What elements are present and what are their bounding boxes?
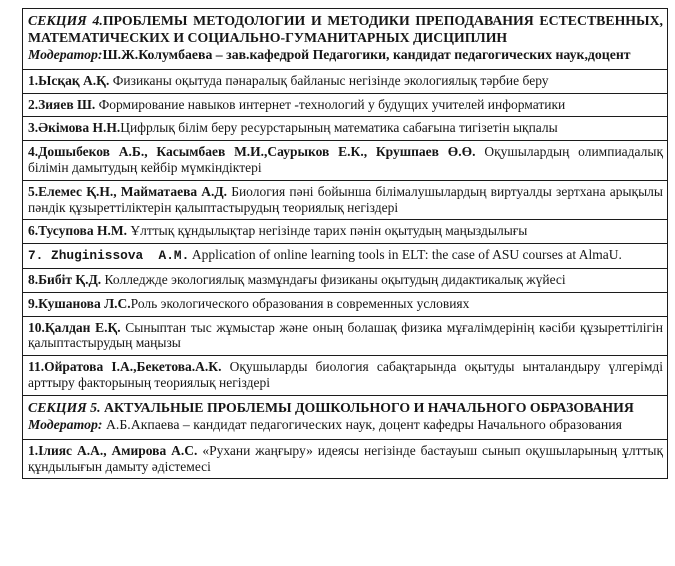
- moderator-label: Модератор:: [28, 46, 103, 62]
- entry-cell-4: [23, 141, 668, 181]
- entry-cell-11: [23, 356, 668, 396]
- table-row: [23, 356, 668, 396]
- table-row: [23, 439, 668, 479]
- entry-cell-7: [23, 244, 668, 269]
- entry-authors: 10.Қалдан Е.Қ.: [28, 319, 121, 335]
- moderator-name: А.Б.Акпаева – кандидат педагогических наук, доцент кафедры Начального образования: [102, 416, 622, 432]
- entry-cell-1: [23, 69, 668, 93]
- section-4-header-cell: [23, 9, 668, 70]
- moderator-name: Ш.Ж.Колумбаева – зав.кафедрой Педагогики, кандидат педагогических наук,доцент: [102, 46, 631, 62]
- entry-title: «Рухани жаңғыру» идеясы негізінде бастауыш сынып оқушыларының ұлттық құндылығын дамыту әдістемесі: [28, 442, 663, 474]
- section-5-title-text: АКТУАЛЬНЫЕ ПРОБЛЕМЫ ДОШКОЛЬНОГО И НАЧАЛЬНОГО ОБРАЗОВАНИЯ: [100, 399, 634, 415]
- table-row: [23, 316, 668, 356]
- entry-authors: 9.Кушанова Л.С.: [28, 295, 131, 311]
- section-5-title: [28, 400, 663, 417]
- section-4-title-text: ПРОБЛЕМЫ МЕТОДОЛОГИИ И МЕТОДИКИ ПРЕПОДАВАНИЯ ЕСТЕСТВЕННЫХ, МАТЕМАТИЧЕСКИХ И СОЦИАЛЬНО-ГУМАНИТАРНЫХ ДИСЦИПЛИН: [28, 13, 663, 45]
- entry-title: Колледжде экологиялық мазмұндағы физиканы оқытудың дидактикалық жүйесі: [101, 272, 566, 288]
- table-row: [23, 9, 668, 70]
- entry-authors: 6.Тусупова Н.М.: [28, 223, 127, 239]
- entry-title: Сыныптан тыс жұмыстар және оның болашақ физика мұғалімдерінің кәсіби құзыреттілігін қалыптастырудың маңызы: [28, 319, 663, 351]
- entry-title: Биология пәні бойынша білімалушылардың виртуалды зертхана арықылы пәндік құзыреттіліктерін қалыптастырудың теориялық негіздері: [28, 183, 663, 215]
- entry-title: Физиканы оқытуда пәнаралық байланыс негізінде экологиялық тәрбие беру: [109, 72, 549, 88]
- section-5-header-cell: [23, 395, 668, 439]
- entry-title: Ұлттық құндылықтар негізінде тарих пәнін оқытудың маңыздылығы: [126, 223, 528, 239]
- entry-authors: 1.Ілияс А.А., Амирова А.С.: [28, 442, 198, 458]
- entry-authors: 2.Зияев Ш.: [28, 96, 96, 112]
- table-row: [23, 69, 668, 93]
- table-row: [23, 244, 668, 269]
- table-row: [23, 93, 668, 117]
- entry-authors: 5.Елемес Қ.Н., Майматаева А.Д.: [28, 183, 228, 199]
- entry-authors: 11.Ойратова І.А.,Бекетова.А.К.: [28, 359, 222, 375]
- section-5-moderator-line: [28, 417, 663, 434]
- conference-program-table: [22, 8, 668, 479]
- entry-cell-9: [23, 292, 668, 316]
- table-row: [23, 141, 668, 181]
- entry-cell-6: [23, 220, 668, 244]
- entry-cell-s5-1: [23, 439, 668, 479]
- entry-authors: 8.Бибіт Қ.Д.: [28, 272, 102, 288]
- entry-title: Цифрлық білім беру ресурстарының математика сабағына тигізетін ықпалы: [120, 120, 558, 136]
- table-row: [23, 220, 668, 244]
- table-row: [23, 395, 668, 439]
- entry-cell-2: [23, 93, 668, 117]
- entry-cell-10: [23, 316, 668, 356]
- entry-title: Оқушыларды биология сабақтарында оқытуды ынталандыру үлгерімді арттыру факторының теориялық негіздері: [28, 359, 663, 391]
- entry-authors: 3.Әкімова Н.Н.: [28, 120, 121, 136]
- section-4-number: СЕКЦИЯ 4.: [28, 13, 103, 28]
- entry-authors: 4.Дошыбеков А.Б., Касымбаев М.И.,Саурыков Е.К., Крушпаев Ө.Ө.: [28, 144, 476, 160]
- entry-title: Application of online learning tools in ELT: the case of ASU courses at AlmaU.: [189, 247, 622, 263]
- section-4-moderator-line: [28, 47, 663, 64]
- entry-cell-3: [23, 117, 668, 141]
- table-row: [23, 180, 668, 220]
- entry-cell-8: [23, 269, 668, 293]
- section-5-number: СЕКЦИЯ 5.: [28, 399, 101, 415]
- table-row: [23, 117, 668, 141]
- table-row: [23, 292, 668, 316]
- entry-title: Формирование навыков интернет -технологий у будущих учителей информатики: [95, 96, 566, 112]
- moderator-label: Модератор:: [28, 416, 103, 432]
- entry-title: Оқушылардың олимпиадалық білімін дамытудың кейбір мүмкіндіктері: [28, 144, 663, 176]
- section-4-title: [28, 13, 663, 47]
- entry-cell-5: [23, 180, 668, 220]
- table-row: [23, 269, 668, 293]
- entry-title: Роль экологического образования в современных условиях: [130, 295, 470, 311]
- entry-authors: 1.Ысқақ А.Қ.: [28, 72, 110, 88]
- entry-authors: 7. Zhuginissova A.M.: [28, 248, 190, 264]
